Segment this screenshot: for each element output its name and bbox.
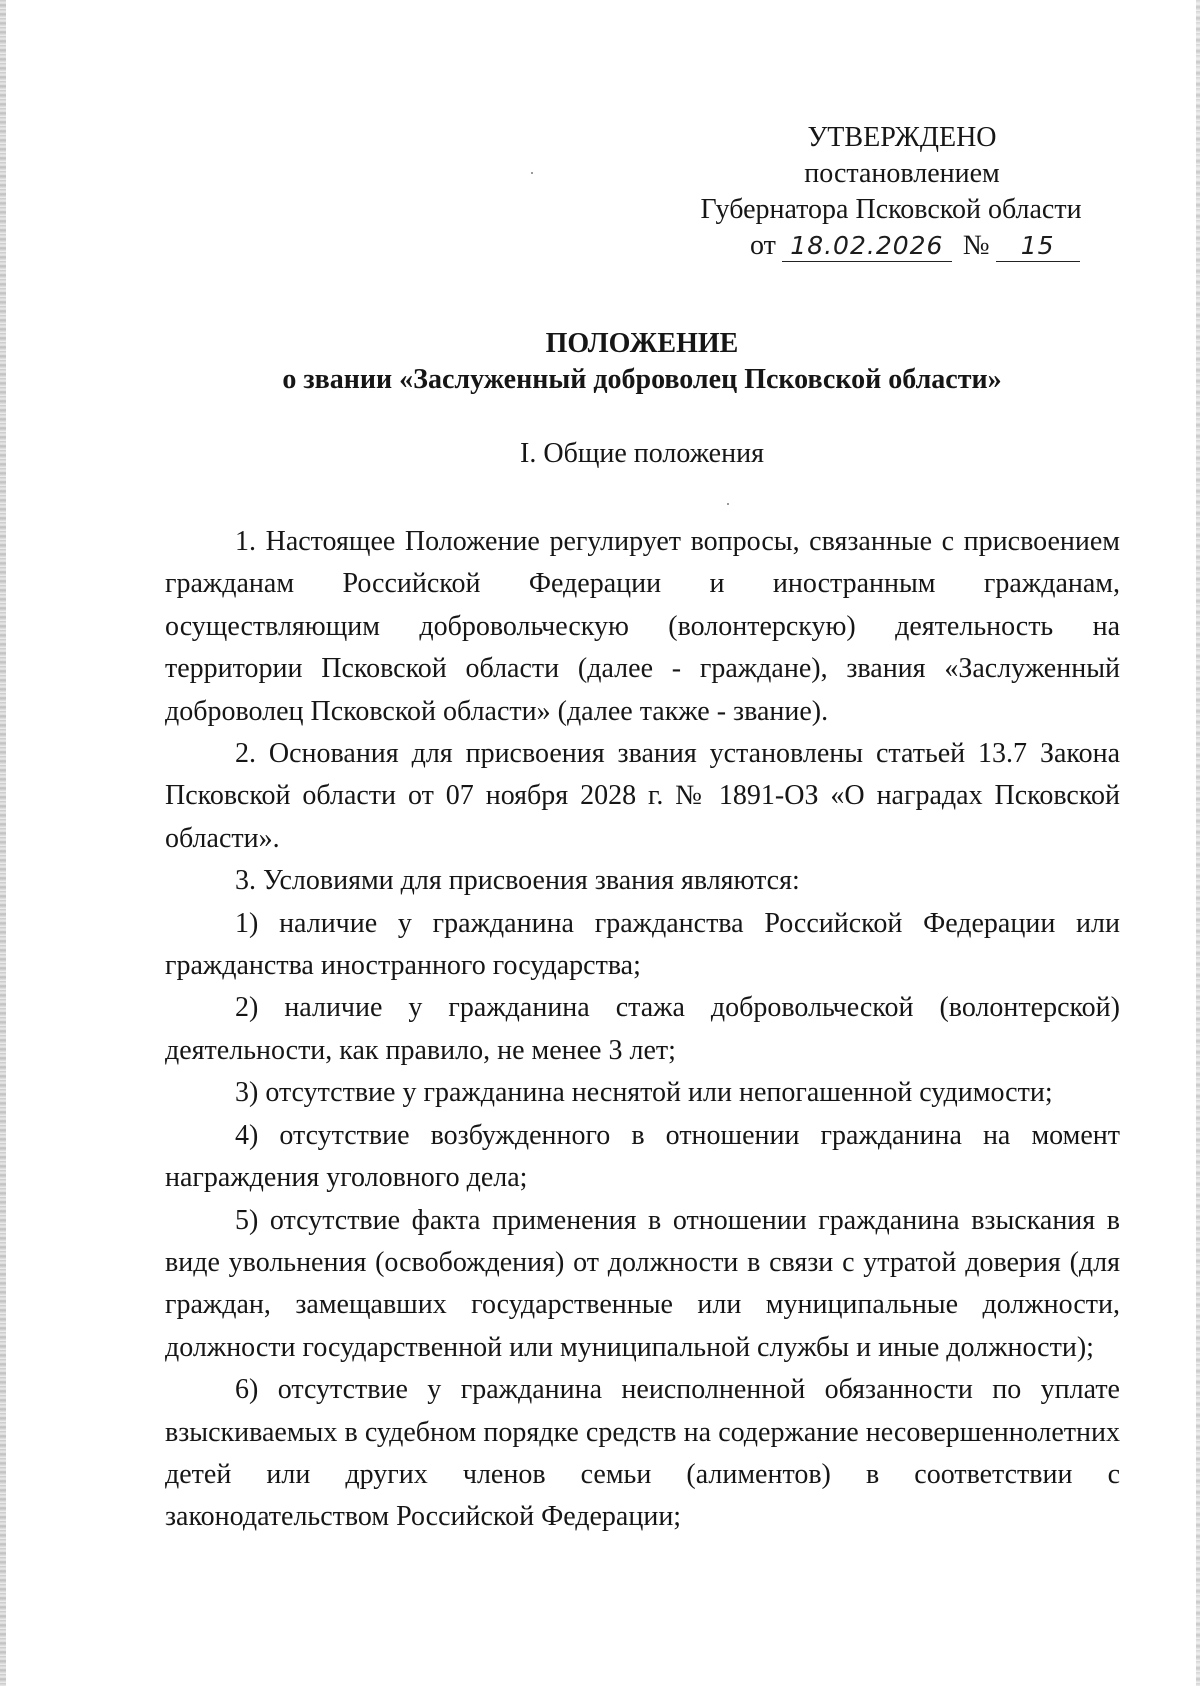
- paragraph-3: 3. Условиями для присвоения звания являются:: [235, 865, 800, 897]
- approval-date-line: [650, 228, 1130, 264]
- title-subtitle: о звании «Заслуженный доброволец Псковской области»: [282, 364, 1002, 395]
- paragraph-2: 2. Основания для присвоения звания установлены статьей 13.7 Закона Псковской области от 07 ноября 2028 г. № 1891-ОЗ «О наградах Псковской области».: [165, 738, 1120, 854]
- condition-1: 1) наличие у гражданина гражданства Российской Федерации или гражданства иностранного государства;: [165, 907, 1120, 982]
- approval-line-resolution: постановлением: [804, 158, 1000, 189]
- approval-line-governor: Губернатора Псковской области: [700, 194, 1082, 225]
- condition-4: 4) отсутствие возбужденного в отношении гражданина на момент награждения уголовного дела;: [165, 1119, 1120, 1194]
- scan-edge-right: [1196, 0, 1200, 1686]
- scan-edge-left: [0, 0, 6, 1686]
- handwritten-number: 15: [996, 231, 1080, 262]
- document-body: [165, 521, 1120, 1539]
- section-heading: I. Общие положения: [520, 438, 764, 469]
- document-title: [120, 326, 1164, 398]
- number-sign: №: [962, 230, 990, 261]
- scan-speck: [727, 503, 729, 505]
- condition-3: 3) отсутствие у гражданина неснятой или непогашенной судимости;: [235, 1077, 1053, 1109]
- date-prefix: от: [750, 230, 776, 261]
- scan-speck: [531, 172, 533, 174]
- handwritten-date: 18.02.2026: [782, 231, 952, 262]
- title-main: ПОЛОЖЕНИЕ: [545, 328, 739, 359]
- paragraph-1: 1. Настоящее Положение регулирует вопросы, связанные с присвоением гражданам Российской Федерации и иностранным гражданам, осуществляющим добровольческую (волонтерскую) деятельность на территории Псковской области (далее - граждане), звания «Заслуженный доброволец Псковской области» (далее также - звание).: [165, 526, 1120, 727]
- approval-stamp-block: [650, 120, 1130, 264]
- approval-heading: УТВЕРЖДЕНО: [807, 122, 997, 153]
- condition-5: 5) отсутствие факта применения в отношении гражданина взыскания в виде увольнения (освобождения) от должности в связи с утратой доверия (для граждан, замещавших государственные или муниципальные должности, должности государственной или муниципальной службы и иные должности);: [165, 1204, 1120, 1363]
- condition-2: 2) наличие у гражданина стажа добровольческой (волонтерской) деятельности, как правило, не менее 3 лет;: [165, 992, 1120, 1066]
- condition-6: 6) отсутствие у гражданина неисполненной обязанности по уплате взыскиваемых в судебном порядке средств на содержание несовершеннолетних детей или других членов семьи (алиментов) в соответствии с законодательством Российской Федерации;: [165, 1374, 1120, 1533]
